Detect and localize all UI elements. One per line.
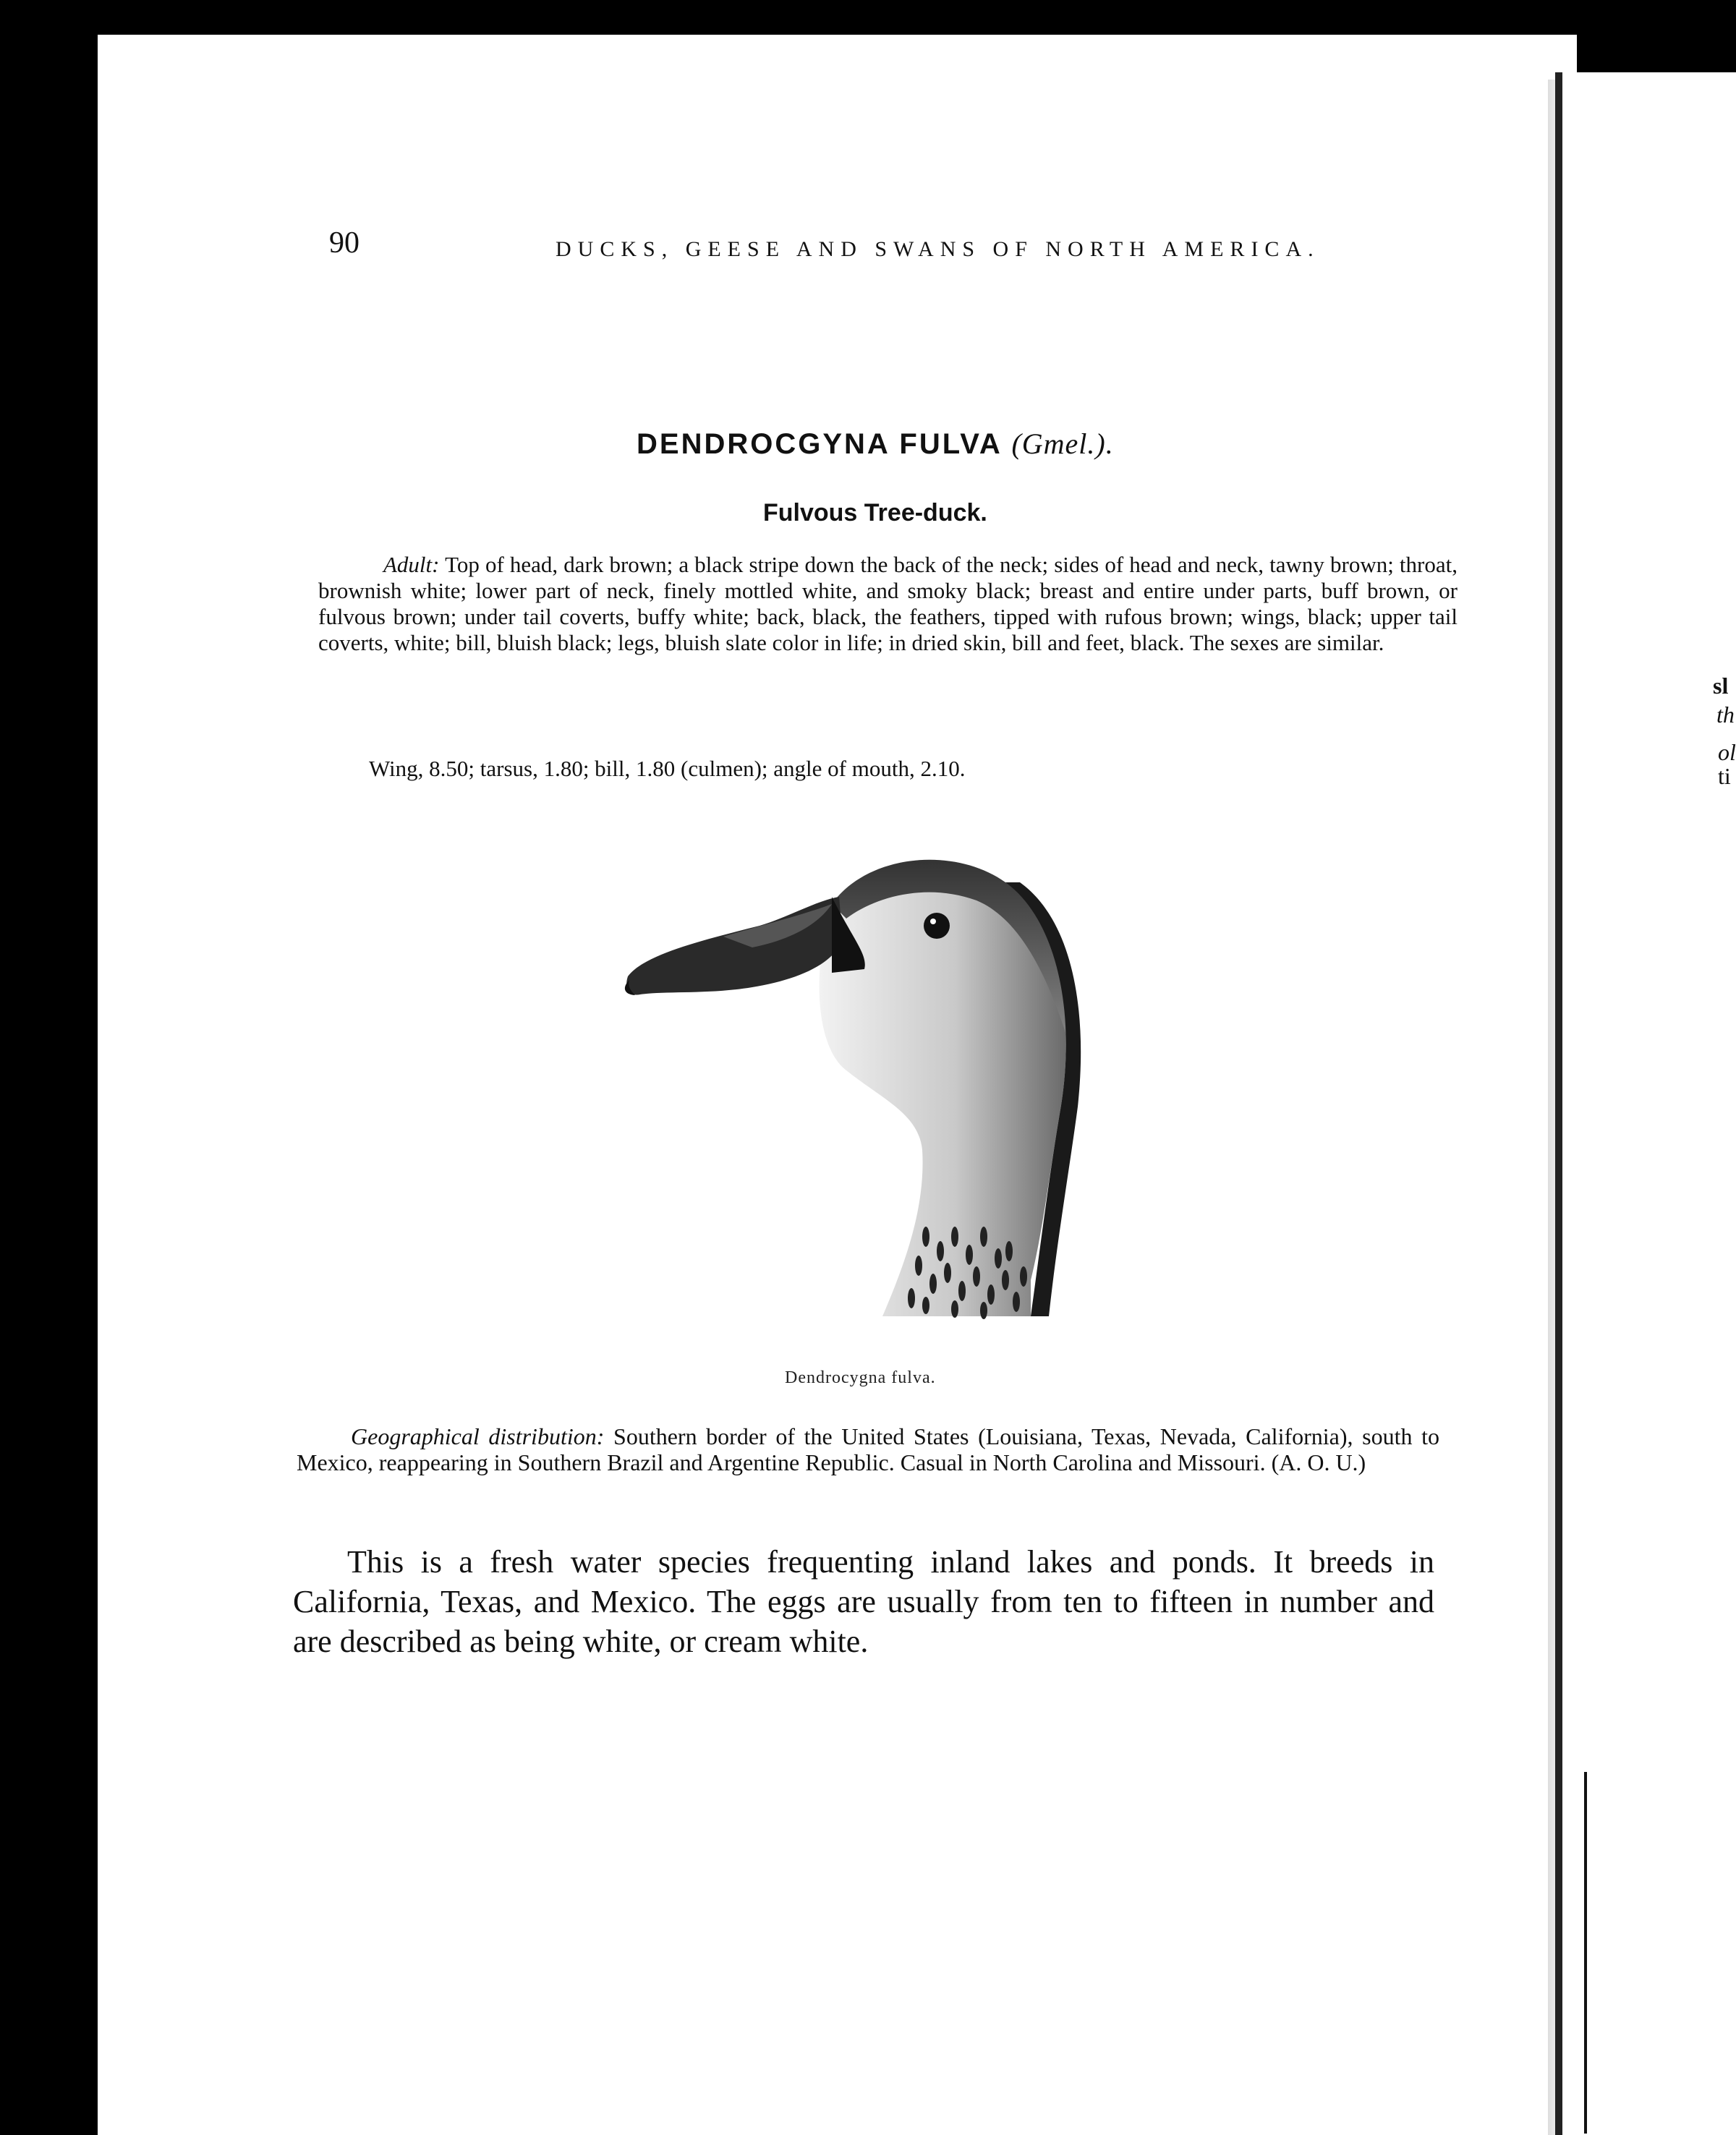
- body-paragraph: This is a fresh water species frequenting inland lakes and ponds. It breeds in California, Texas, and Mexico. The eggs are usually from ten to fifteen in number and are described as being white, or cream white.: [293, 1544, 1434, 1659]
- distribution-text: Southern border of the United States (Louisiana, Texas, Nevada, California), south to Mexico, reappearing in Southern Brazil and Argentine Republic. Casual in North Carolina and Missouri. (A. O. U.): [297, 1423, 1440, 1475]
- adult-description: [318, 552, 1458, 656]
- page-number: 90: [329, 226, 359, 260]
- scientific-name: DENDROCGYNA FULVA: [637, 428, 1002, 460]
- adult-label: Adult:: [383, 552, 440, 577]
- distribution-label: Geographical distribution:: [351, 1423, 605, 1449]
- duck-head-illustration: [615, 832, 1092, 1338]
- gutter-line: [1584, 1772, 1587, 2134]
- running-head: DUCKS, GEESE AND SWANS OF NORTH AMERICA.: [556, 237, 1320, 261]
- measurements: Wing, 8.50; tarsus, 1.80; bill, 1.80 (culmen); angle of mouth, 2.10.: [369, 756, 966, 781]
- right-page-fragment: ol: [1718, 739, 1736, 765]
- right-page-fragment: sl: [1713, 673, 1729, 699]
- right-page-fragment: th: [1716, 702, 1735, 728]
- figure-caption: Dendrocygna fulva.: [785, 1368, 936, 1387]
- common-name: Fulvous Tree-duck.: [763, 499, 987, 527]
- right-page: [1555, 72, 1736, 2135]
- species-authority: (Gmel.).: [1011, 427, 1114, 460]
- species-title: [637, 427, 1114, 461]
- adult-description-text: Top of head, dark brown; a black stripe down the back of the neck; sides of head and neck, tawny brown; throat, brownish white; lower part of neck, finely mottled white, and smoky black; breast and entire under parts, buff brown, or fulvous brown; under tail coverts, buffy white; back, black, the feathers, tipped with rufous brown; wings, black; upper tail coverts, white; bill, bluish black; legs, bluish slate color in life; in dried skin, bill and feet, black. The sexes are similar.: [318, 552, 1458, 655]
- geographical-distribution: [297, 1423, 1439, 1475]
- right-page-fragment: ti: [1718, 763, 1731, 789]
